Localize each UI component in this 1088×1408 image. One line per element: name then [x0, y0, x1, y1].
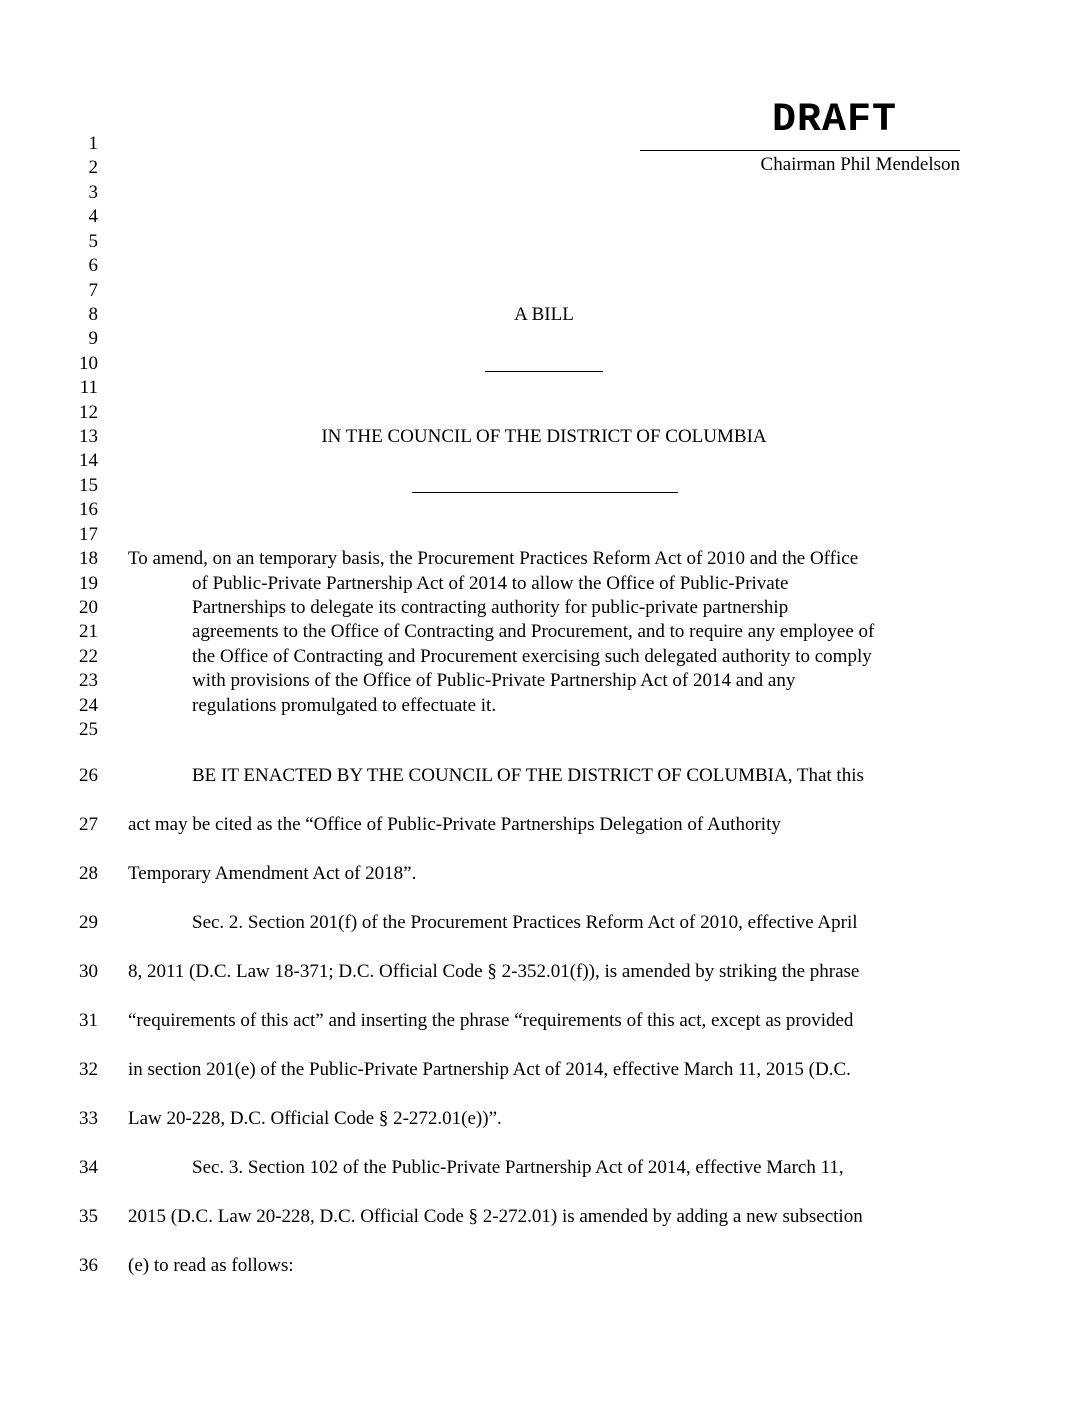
council-heading: IN THE COUNCIL OF THE DISTRICT OF COLUMBIA [321, 426, 767, 447]
long-title-line: Partnerships to delegate its contracting authority for public-private partnership [192, 597, 789, 618]
line-number: 35 [79, 1206, 98, 1227]
date-rule [412, 492, 678, 493]
bill-number-rule [485, 371, 603, 372]
line-number: 4 [88, 206, 98, 227]
line-number: 22 [79, 646, 98, 667]
line-number: 23 [79, 670, 98, 691]
long-title-line: To amend, on an temporary basis, the Procurement Practices Reform Act of 2010 and the Office [128, 548, 859, 569]
line-number: 33 [79, 1108, 98, 1129]
line-number: 19 [79, 573, 98, 594]
long-title-line: regulations promulgated to effectuate it. [192, 695, 497, 716]
line-number: 26 [79, 765, 98, 786]
line-number: 13 [79, 426, 98, 447]
long-title-line: agreements to the Office of Contracting and Procurement, and to require any employee of [192, 621, 875, 642]
body-line: 2015 (D.C. Law 20-228, D.C. Official Code § 2-272.01) is amended by adding a new subsection [128, 1206, 863, 1227]
line-number: 1 [88, 133, 98, 154]
draft-watermark: DRAFT [772, 98, 898, 143]
line-number: 21 [79, 621, 98, 642]
line-number: 12 [79, 402, 98, 423]
line-number: 18 [79, 548, 98, 569]
long-title-line: of Public-Private Partnership Act of 2014 to allow the Office of Public-Private [192, 573, 789, 594]
body-line: BE IT ENACTED BY THE COUNCIL OF THE DISTRICT OF COLUMBIA, That this [192, 765, 864, 786]
line-number: 17 [79, 524, 98, 545]
sponsor-signature-line [640, 150, 960, 151]
line-number: 9 [88, 328, 98, 349]
line-number: 30 [79, 961, 98, 982]
line-number: 7 [88, 280, 98, 301]
body-line: “requirements of this act” and inserting the phrase “requirements of this act, except as provided [128, 1010, 854, 1031]
line-number: 34 [79, 1157, 98, 1178]
line-number: 8 [88, 304, 98, 325]
body-line: Sec. 2. Section 201(f) of the Procurement Practices Reform Act of 2010, effective April [192, 912, 858, 933]
long-title-line: with provisions of the Office of Public-Private Partnership Act of 2014 and any [192, 670, 796, 691]
line-number: 2 [88, 157, 98, 178]
line-number: 31 [79, 1010, 98, 1031]
line-number: 32 [79, 1059, 98, 1080]
body-line: Sec. 3. Section 102 of the Public-Private Partnership Act of 2014, effective March 11, [192, 1157, 844, 1178]
body-line: 8, 2011 (D.C. Law 18-371; D.C. Official Code § 2-352.01(f)), is amended by striking the phrase [128, 961, 860, 982]
line-number: 5 [88, 231, 98, 252]
line-number: 24 [79, 695, 98, 716]
line-number: 36 [79, 1255, 98, 1276]
body-line: act may be cited as the “Office of Public-Private Partnerships Delegation of Authority [128, 814, 781, 835]
line-number: 16 [79, 499, 98, 520]
line-number: 27 [79, 814, 98, 835]
line-number: 25 [79, 719, 98, 740]
line-number: 29 [79, 912, 98, 933]
line-number: 11 [79, 377, 98, 398]
sponsor-name: Chairman Phil Mendelson [760, 154, 960, 175]
body-line: in section 201(e) of the Public-Private Partnership Act of 2014, effective March 11, 2015 (D.C. [128, 1059, 851, 1080]
line-number: 10 [79, 353, 98, 374]
body-line: Temporary Amendment Act of 2018”. [128, 863, 417, 884]
line-number: 20 [79, 597, 98, 618]
body-line: Law 20-228, D.C. Official Code § 2-272.01(e))”. [128, 1108, 502, 1129]
body-line: (e) to read as follows: [128, 1255, 294, 1276]
long-title-line: the Office of Contracting and Procurement exercising such delegated authority to comply [192, 646, 872, 667]
line-number: 14 [79, 450, 98, 471]
bill-heading: A BILL [514, 304, 574, 325]
line-number: 6 [88, 255, 98, 276]
line-number: 15 [79, 475, 98, 496]
line-number: 3 [88, 182, 98, 203]
line-number: 28 [79, 863, 98, 884]
